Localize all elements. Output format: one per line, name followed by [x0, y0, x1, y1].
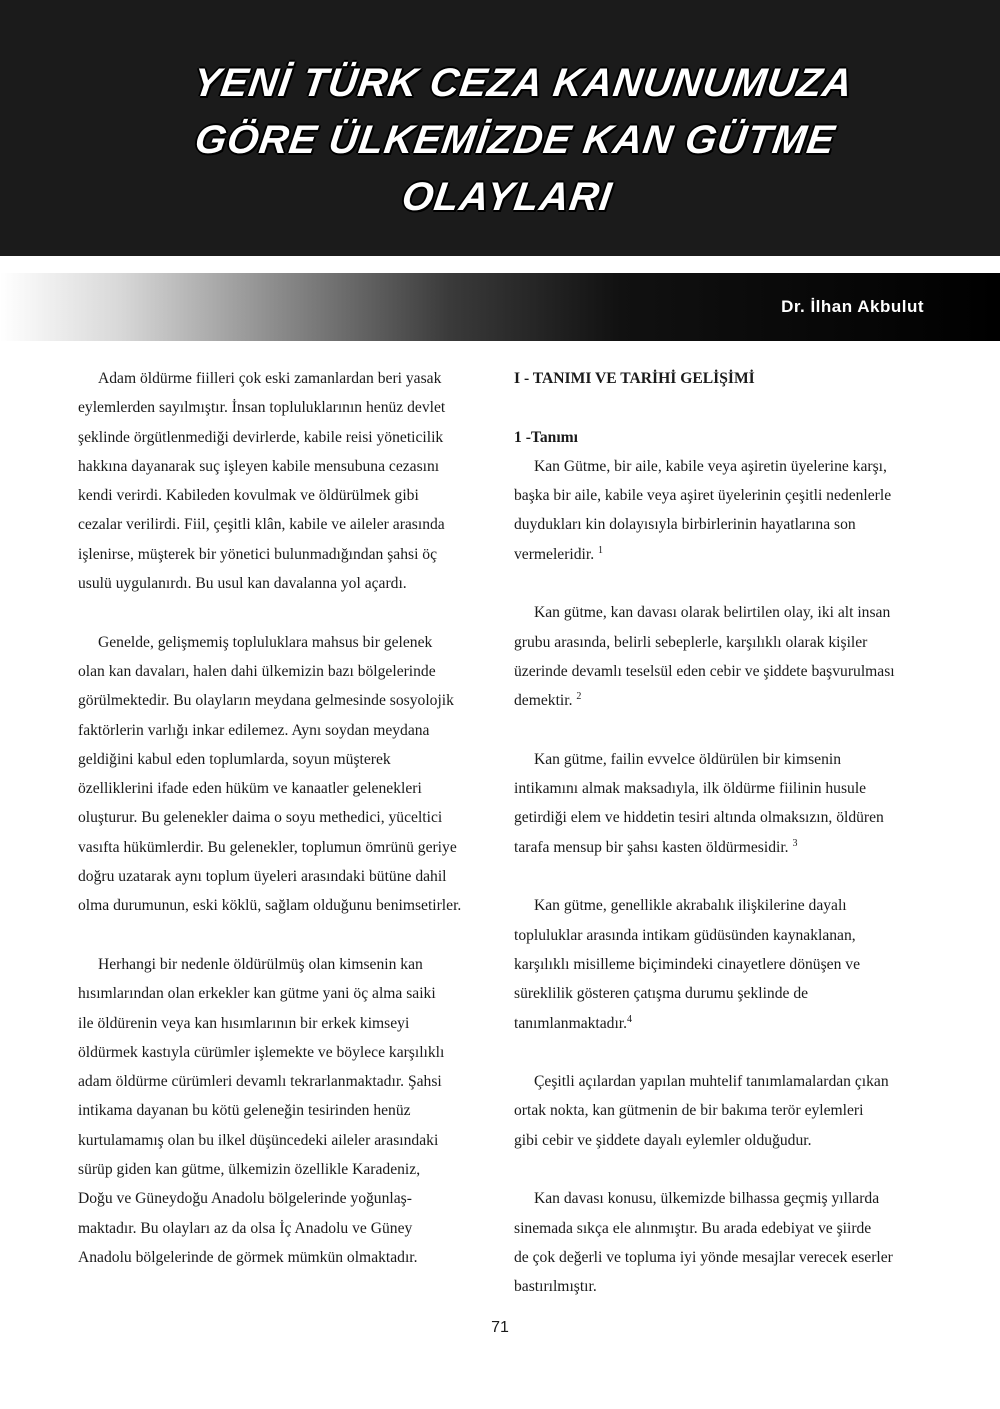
left-column — [78, 364, 490, 1302]
text-line: Doğu ve Güneydoğu Anadolu bölgelerinde yoğunlaş- — [78, 1190, 412, 1208]
text-line: Adam öldürme fiilleri çok eski zamanlardan beri yasak — [98, 370, 442, 387]
footnote-marker: 1 — [598, 544, 604, 556]
text-line: topluluklar arasında intikam güdüsünden kaynaklanan, — [514, 926, 856, 944]
text-line: geldiğini kabul eden toplumlarda, soyun müşterek — [78, 750, 391, 768]
text-line: olma durumunun, eski köklü, sağlam olduğunu benimsetirler. — [78, 897, 462, 915]
author-banner — [0, 273, 1000, 341]
text-line: üzerinde devamlı teselsül eden cebir ve şiddete başvurulması — [514, 662, 895, 680]
text-line: intikamını almak maksadıyla, ilk öldürme fiilinin husule — [514, 780, 867, 798]
text-line: Kan davası konusu, ülkemizde bilhassa geçmiş yıllarda — [534, 1190, 880, 1208]
text-line: karşılıklı misilleme biçimindeki cinayetlere dönüşen ve — [514, 955, 861, 973]
text-line: maktadır. Bu olayları az da olsa İç Anadolu ve Güney — [78, 1219, 413, 1237]
line-text: demektir. — [514, 692, 573, 710]
text-line: eylemlerden sayılmıştır. İnsan topluluklarının henüz devlet — [78, 399, 446, 417]
text-line: vasıfta hükümlerdir. Bu gelenekler, toplumun ömrünü geriye — [78, 838, 457, 856]
paragraph — [514, 891, 928, 1037]
text-line: hısımlarından olan erkekler kan gütme yani öç alma saiki — [78, 985, 436, 1003]
text-line: işlenirse, müşterek bir yönetici bulunmadığından şahsi öç — [78, 545, 438, 563]
line-text: tarafa mensup bir şahsı kasten öldürmesidir. — [514, 838, 789, 856]
text-line: ortak nokta, kan gütmenin de bir bakıma terör eylemleri — [514, 1102, 864, 1120]
text-line: intikama dayanan bu kötü geleneğin tesirinden henüz — [78, 1102, 411, 1120]
text-line: sinemada sıkça ele alınmıştır. Bu arada edebiyat ve şiirde — [514, 1219, 872, 1237]
article-title-line: OLAYLARI — [399, 175, 615, 219]
text-line: sürüp giden kan gütme, ülkemizin özellikle Karadeniz, — [78, 1161, 421, 1179]
line-text: tanımlanmaktadır. — [514, 1014, 628, 1032]
text-line: bastırılmıştır. — [514, 1278, 597, 1296]
text-line: Genelde, gelişmemiş topluluklara mahsus bir gelenek — [98, 633, 433, 651]
text-line: doğru uzatarak aynı toplum üyeleri arasındaki bütüne dahil — [78, 868, 447, 886]
text-line: oluşturur. Bu gelenekler daima o soyu methedici, yüceltici — [78, 809, 443, 827]
text-line: Anadolu bölgelerinde de görmek mümkün olmaktadır. — [78, 1248, 418, 1266]
text-line: Kan gütme, kan davası olarak belirtilen olay, iki alt insan — [534, 604, 891, 622]
right-column — [514, 364, 928, 1331]
text-line — [514, 1009, 928, 1038]
text-line: öldürmek kastıyla cürümler işlemekte ve böylece karşılıklı — [78, 1043, 445, 1061]
text-line: olan kan davaları, halen dahi ülkemizin bazı bölgelerinde — [78, 662, 436, 680]
text-line: hakkına dayanarak suç işleyen kabile mensubuna cezasını — [78, 457, 440, 475]
article-title — [48, 55, 982, 226]
page-number: 71 — [491, 1319, 509, 1336]
author-name: Dr. İlhan Akbulut — [781, 297, 924, 316]
footnote-marker: 3 — [792, 837, 798, 849]
text-line: özelliklerini ifade eden hüküm ve kanaatler gelenekleri — [78, 780, 422, 798]
text-line: başka bir aile, kabile veya aşiret üyelerinin çeşitli nedenlerle — [514, 487, 892, 505]
text-line: Çeşitli açılardan yapılan muhtelif tanımlamalardan çıkan — [534, 1073, 889, 1091]
text-line: duydukları kin dolayısıyla birbirlerinin hayatlarına son — [514, 516, 856, 534]
text-line: şeklinde örgütlenmediği devirlerde, kabile reisi yöneticilik — [78, 428, 444, 446]
paragraph — [78, 628, 490, 921]
text-line: ile öldürenin veya kan hısımlarının bir erkek kimseyi — [78, 1014, 410, 1032]
text-line: görülmektedir. Bu olayların meydana gelmesinde sosyolojik — [78, 692, 454, 710]
subsection-heading: 1 -Tanımı — [514, 428, 578, 446]
text-line: Kan Gütme, bir aile, kabile veya aşiretin üyelerine karşı, — [534, 457, 887, 475]
text-line: adam öldürme cürümleri devamlı tekrarlanmaktadır. Şahsi — [78, 1073, 442, 1091]
section-heading: I - TANIMI VE TARİHİ GELİŞİMİ — [514, 370, 755, 387]
text-line: Kan gütme, genellikle akrabalık ilişkilerine dayalı — [534, 897, 847, 915]
line-text: vermeleridir. — [514, 545, 595, 563]
footnote-marker: 4 — [627, 1013, 633, 1025]
paragraph — [514, 452, 928, 569]
text-line: kendi verirdi. Kabileden kovulmak ve öldürülmek gibi — [78, 487, 419, 505]
text-line — [514, 540, 928, 569]
text-line: Kan gütme, failin evvelce öldürülen bir kimsenin — [534, 750, 842, 768]
paragraph — [78, 950, 490, 1272]
text-line: cezalar verilirdi. Fiil, çeşitli klân, kabile ve aileler arasında — [78, 516, 445, 534]
paragraph — [514, 598, 928, 715]
footnote-marker: 2 — [576, 691, 582, 703]
text-line — [514, 686, 928, 715]
text-line: Herhangi bir nedenle öldürülmüş olan kimsenin kan — [98, 955, 423, 973]
text-line: gibi cebir ve şiddete dayalı eylemler olduğudur. — [514, 1131, 812, 1149]
text-line: de çok değerli ve topluma iyi yönde mesajlar verecek eserler — [514, 1248, 893, 1266]
paragraph — [514, 1067, 928, 1155]
paragraph — [78, 364, 490, 598]
text-line — [514, 833, 928, 862]
paragraph — [514, 1184, 928, 1301]
text-line: usulü uygulanırdı. Bu usul kan davalanna yol açardı. — [78, 575, 407, 593]
text-line: getirdiği elem ve hiddetin tesiri altında olmaksızın, öldüren — [514, 809, 884, 827]
text-line: kurtulamamış olan bu ilkel düşüncedeki aileler arasındaki — [78, 1131, 439, 1149]
text-line: süreklilik gösteren çatışma durumu şeklinde de — [514, 985, 809, 1003]
text-line: grubu arasında, belirli sebeplerle, karşılıklı olarak kişiler — [514, 633, 868, 651]
article-title-line: GÖRE ÜLKEMİZDE KAN GÜTME — [192, 118, 838, 162]
article-title-line: YENİ TÜRK CEZA KANUNUMUZA — [190, 61, 856, 105]
paragraph — [514, 745, 928, 862]
text-line: faktörlerin varlığı inkar edilemez. Aynı soydan meydana — [78, 721, 430, 739]
title-banner — [0, 0, 1000, 256]
